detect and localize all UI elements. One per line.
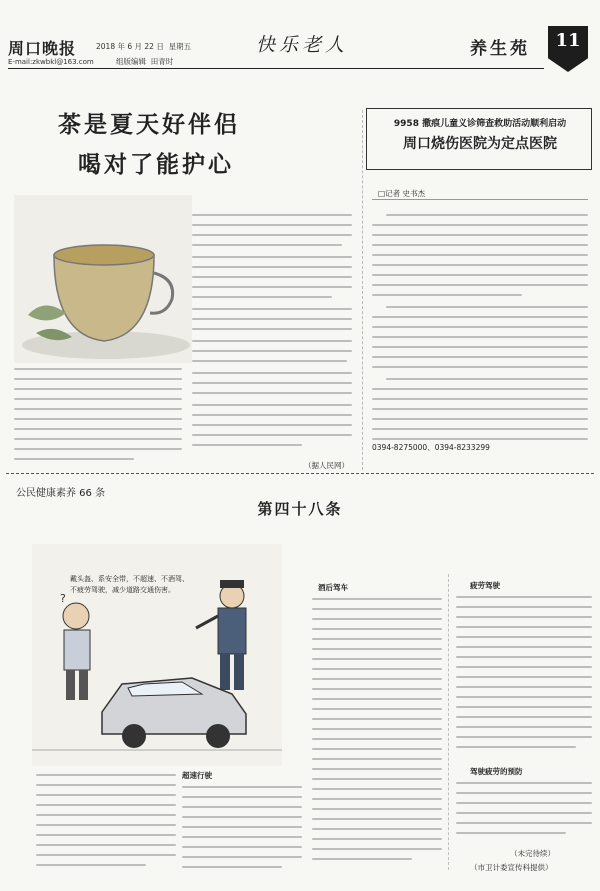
lecture-subheading-fatigue-prevention: 驾驶疲劳的预防 — [470, 767, 523, 776]
lecture-column-4 — [456, 594, 592, 762]
burn-article-phone: 0394-8275000、0394-8233299 — [372, 443, 490, 452]
burn-article-subtitle: 9958 撒痕儿童义诊筛查救助活动顺利启动 — [393, 119, 567, 129]
lecture-column-4-tips — [456, 780, 592, 842]
masthead — [0, 0, 600, 70]
health-literacy-series: 公民健康素养 66 条 — [16, 488, 106, 499]
burn-article-headline: 周口烧伤医院为定点医院 — [403, 136, 557, 152]
illustration-caption-line2: 不疲劳驾驶，减少道路交通伤害。 — [70, 586, 175, 594]
section-separator — [6, 473, 594, 474]
lecture-subheading-drunk-driving: 酒后驾车 — [318, 583, 348, 592]
illustration-caption-line1: 戴头盔、系安全带，不超速、不酒驾、 — [70, 575, 189, 583]
tea-article-title-line1: 茶是夏天好伴侣 — [58, 111, 240, 138]
issue-weekday: 星期五 — [168, 42, 192, 51]
issue-date-line — [96, 41, 191, 52]
contact-email: E-mail:zkwbkl@163.com — [8, 58, 94, 66]
issue-date: 2018 年 6 月 22 日 — [96, 42, 164, 51]
lecture-column-divider — [448, 574, 449, 870]
masthead-rule — [8, 68, 544, 69]
lecture-source-credit: （市卫计委宣传科提供） — [470, 863, 553, 872]
tea-article-body — [14, 210, 354, 470]
editor-line — [116, 56, 173, 67]
lecture-column-2 — [182, 784, 302, 880]
page-number: 11 — [555, 30, 581, 51]
burn-article-reporter: 记者 史书杰 — [385, 189, 425, 198]
lecture-subheading-speeding: 超速行驶 — [182, 771, 212, 780]
editor-label: 组版编辑 — [116, 57, 146, 66]
lecture-heading: 第四十八条 — [257, 500, 343, 518]
column-title: 快乐老人 — [256, 34, 349, 56]
tea-article-title-line2: 喝对了能护心 — [78, 151, 234, 178]
newspaper-brand: 周口晚报 — [8, 39, 77, 58]
editor-name: 田青时 — [150, 57, 174, 66]
svg-text:?: ? — [60, 592, 66, 605]
tea-article-byline: （据人民网） — [304, 461, 349, 470]
burn-article-rule — [372, 199, 588, 200]
lecture-continued-note: （未完待续） — [510, 849, 555, 858]
column-divider — [362, 110, 363, 470]
lecture-column-1 — [36, 770, 176, 880]
lecture-column-3 — [312, 596, 442, 868]
burn-article-headline-box — [366, 108, 592, 170]
section-name: 养生苑 — [470, 39, 530, 59]
lecture-subheading-fatigue: 疲劳驾驶 — [470, 581, 500, 590]
burn-article-body — [372, 210, 588, 460]
burn-article-byline: □记者 史书杰 — [378, 189, 425, 198]
